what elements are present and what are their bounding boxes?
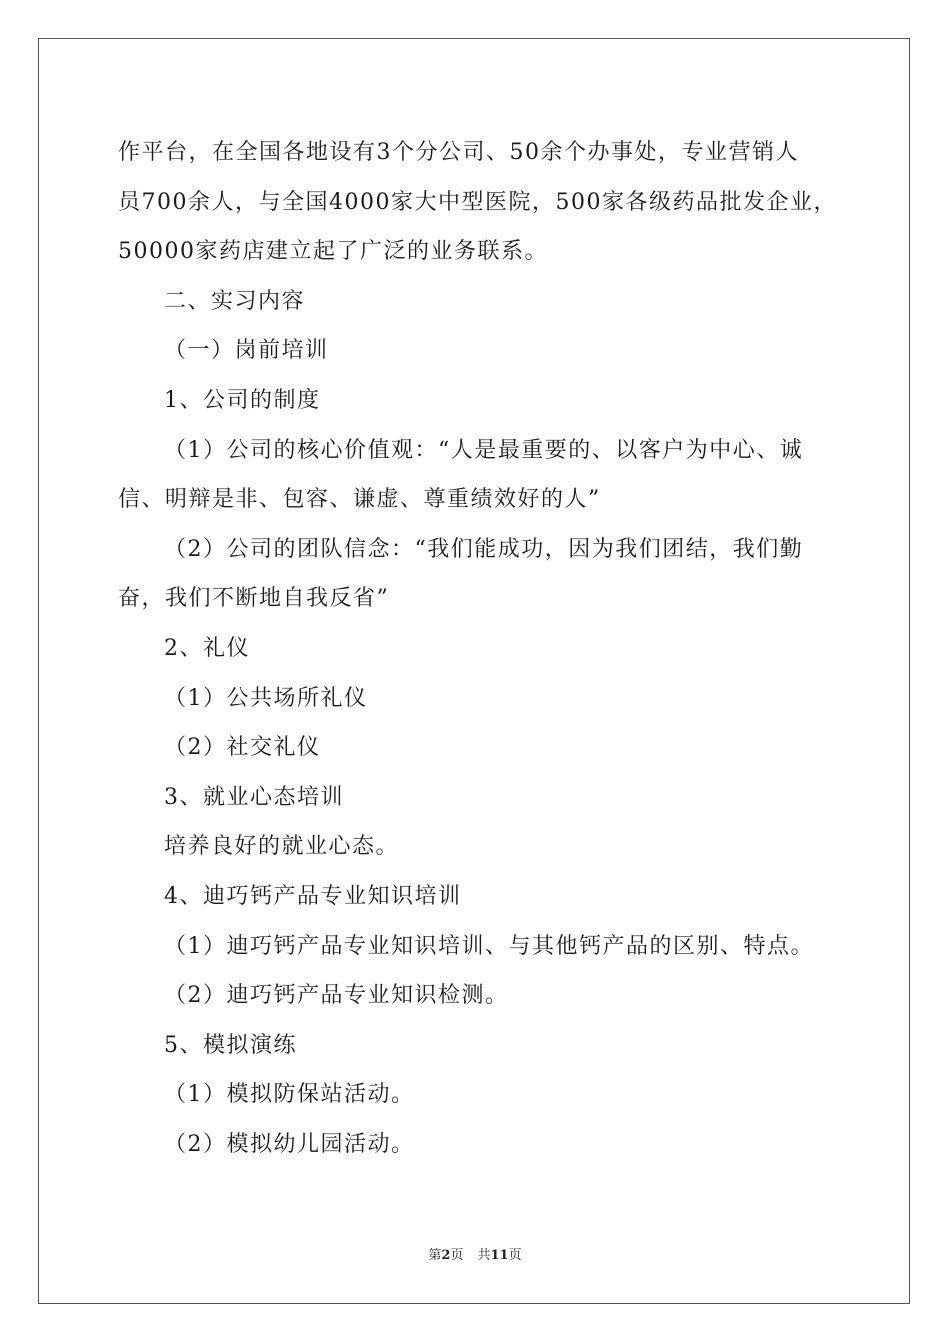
page-prefix: 第	[428, 1248, 442, 1263]
document-body	[118, 128, 858, 1169]
list-item: （1）公共场所礼仪	[164, 685, 368, 711]
page-suffix: 页	[450, 1248, 464, 1263]
paragraph-line: 作平台，在全国各地设有3个分公司、50余个办事处，专业营销人	[118, 140, 799, 165]
list-item: （2）模拟幼儿园活动。	[164, 1131, 415, 1157]
page-footer	[0, 1244, 950, 1263]
section-heading: 二、实习内容	[164, 288, 306, 314]
subsection-heading: （一）岗前培训	[164, 338, 329, 364]
paragraph-line: 培养良好的就业心态。	[164, 834, 400, 860]
item-heading: 3、就业心态培训	[164, 784, 344, 810]
total-suffix: 页	[508, 1248, 522, 1263]
item-heading: 2、礼仪	[164, 635, 250, 661]
item-heading: 1、公司的制度	[164, 387, 321, 413]
list-item: （1）迪巧钙产品专业知识培训、与其他钙产品的区别、特点。	[164, 933, 814, 959]
list-item: （2）社交礼仪	[164, 735, 321, 761]
total-pages: 11	[490, 1248, 509, 1263]
paragraph-line: 50000家药店建立起了广泛的业务联系。	[118, 239, 548, 265]
item-heading: 4、迪巧钙产品专业知识培训	[164, 883, 462, 909]
paragraph-line: 员700余人，与全国4000家大中型医院，500家各级药品批发企业，	[118, 189, 837, 215]
total-prefix: 共	[477, 1248, 491, 1263]
list-item: （2）迪巧钙产品专业知识检测。	[164, 983, 509, 1009]
paragraph-line: 信、明辩是非、包容、谦虚、尊重绩效好的人”	[118, 487, 601, 513]
item-heading: 5、模拟演练	[164, 1032, 297, 1058]
page-number: 2	[441, 1248, 451, 1263]
paragraph-line: 奋，我们不断地自我反省”	[118, 586, 390, 612]
paragraph-line: （2）公司的团队信念：“我们能成功，因为我们团结，我们勤	[164, 536, 804, 562]
list-item: （1）模拟防保站活动。	[164, 1082, 415, 1108]
paragraph-line: （1）公司的核心价值观：“人是最重要的、以客户为中心、诚	[164, 437, 804, 463]
